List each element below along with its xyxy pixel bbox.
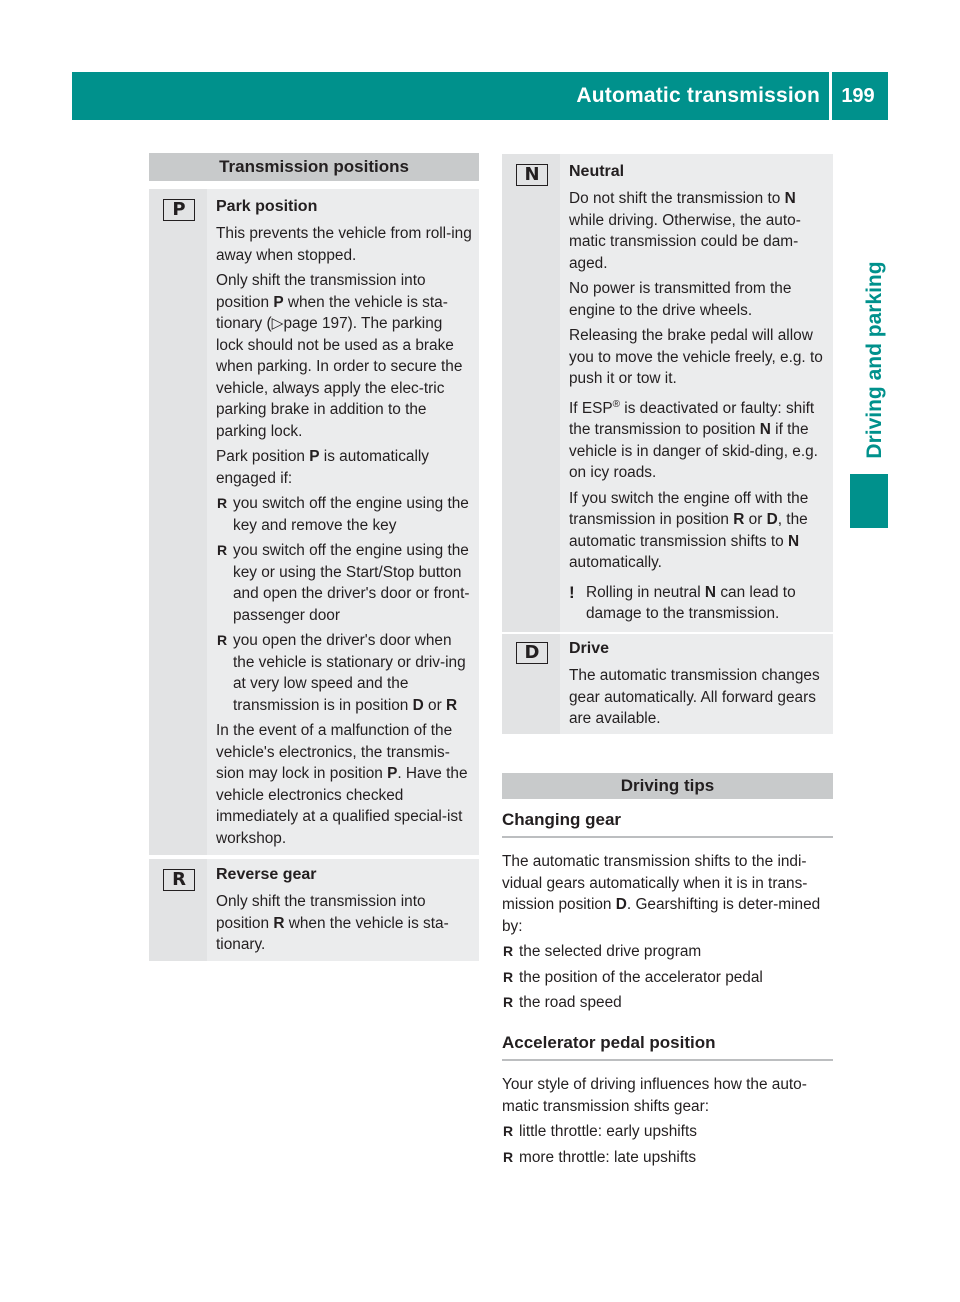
neutral-description [569, 161, 827, 625]
text-run-bold: D [615, 896, 627, 913]
section-title: Automatic transmission [576, 84, 820, 107]
text-run: Only shift the transmission into position [216, 893, 426, 932]
text-run: is automatically engaged if: [216, 448, 430, 487]
text-run: If ESP [569, 399, 613, 417]
chapter-tab [862, 250, 888, 470]
drive-title: Drive [569, 640, 610, 657]
accelerator-title: Accelerator pedal position [502, 1031, 833, 1061]
key-column [502, 154, 560, 632]
park-p2 [216, 270, 473, 442]
text-run: ). The parking lock should not be used as a brake when parking. In order to secure the vehicle, always apply the elec-tric parking brake in addition to the parking lock. [216, 315, 463, 440]
text-run-bold: N [787, 532, 800, 550]
text-run-bold: R [273, 914, 285, 932]
text-run-bold: D [766, 511, 778, 529]
text-run: Park position [216, 448, 310, 465]
park-position-icon: P [163, 199, 195, 221]
text-run-bold: N [704, 583, 717, 601]
key-column [502, 634, 560, 734]
text-run: Only shift the transmission into position [216, 272, 426, 311]
text-run-bold: R [446, 696, 458, 714]
warning-icon: ! [569, 582, 575, 602]
text-run: when the vehicle is sta-tionary ( [216, 293, 448, 332]
driving-tips-section [502, 773, 833, 799]
text-run: If you switch the engine off with the transmission in position [569, 489, 809, 529]
key-column [149, 189, 207, 855]
park-title: Park position [216, 198, 318, 215]
neutral-p5 [569, 488, 827, 574]
page-reference-link[interactable]: page 197 [283, 315, 348, 332]
drive-description [569, 638, 827, 734]
page-number: 199 [841, 85, 875, 107]
text-run-bold: P [387, 765, 398, 782]
table-row-park [149, 189, 479, 855]
neutral-title: Neutral [569, 163, 625, 180]
chapter-tab-marker [850, 474, 888, 528]
key-column [149, 859, 207, 961]
text-run: you open the driver's door when the vehicle is stationary or driv-ing at very low speed and the transmission is in position [233, 632, 466, 714]
text-run: Do not shift the transmission to [569, 190, 785, 207]
changing-gear-p1 [502, 851, 833, 937]
text-run: Rolling in neutral [586, 583, 705, 601]
list-item: R you switch off the engine using the key or using the Start/Stop button and open the driver's door or front-passenger door [216, 540, 473, 626]
text-run: The automatic transmission shifts to the indi-vidual gears automatically when it is in trans-mission position [502, 853, 808, 913]
header-separator [829, 72, 832, 120]
text-run: can lead to damage to the transmission. [586, 583, 796, 623]
text-run: is deactivated or faulty: shift the transmission to position [569, 399, 815, 439]
park-p3 [216, 446, 473, 489]
changing-gear-title: Changing gear [502, 808, 833, 838]
list-item: R the selected drive program [502, 941, 833, 963]
text-run-bold: R [733, 511, 745, 529]
text-run: . Have the vehicle electronics checked immediately at a qualified special-ist workshop. [216, 765, 468, 847]
reverse-p1 [216, 891, 473, 956]
text-run: . Gearshifting is deter-mined by: [502, 896, 821, 935]
text-run: , the automatic transmission shifts to [569, 511, 808, 550]
driving-tips-heading: Driving tips [502, 773, 833, 799]
reverse-gear-icon: R [163, 869, 195, 891]
text-run: automatically. [569, 554, 662, 572]
text-run-bold: N [784, 190, 796, 207]
neutral-p2: No power is transmitted from the engine to the drive wheels. [569, 280, 792, 319]
list-item: R more throttle: late upshifts [502, 1147, 833, 1169]
text-run: or [423, 696, 447, 714]
text-run: or [744, 511, 767, 529]
table-heading: Transmission positions [149, 153, 479, 181]
reverse-title: Reverse gear [216, 866, 317, 883]
changing-gear-body [502, 851, 833, 1014]
accelerator-p1: Your style of driving influences how the auto-matic transmission shifts gear: [502, 1076, 807, 1115]
page-ref-arrow-icon: ▷ [271, 315, 284, 332]
text-run: In the event of a malfunction of the vehicle's electronics, the transmis-sion may lock in position [216, 722, 453, 782]
warning-note [569, 582, 827, 625]
list-item: R the road speed [502, 992, 833, 1014]
page-header [72, 72, 888, 120]
list-item: R little throttle: early upshifts [502, 1121, 833, 1143]
accelerator-body [502, 1074, 833, 1168]
text-run-bold: N [759, 421, 771, 439]
list-item: R the position of the accelerator pedal [502, 967, 833, 989]
neutral-p4 [569, 394, 827, 484]
changing-gear-section [502, 808, 833, 1018]
neutral-position-icon: N [516, 164, 548, 186]
park-p1: This prevents the vehicle from roll-ing away when stopped. [216, 225, 472, 264]
table-row-neutral [502, 154, 833, 632]
chapter-tab-label: Driving and parking [863, 261, 886, 459]
text-run-bold: D [412, 696, 424, 714]
text-run: when the vehicle is sta-tionary. [216, 914, 449, 953]
park-p4 [216, 720, 473, 849]
accelerator-section [502, 1031, 833, 1172]
neutral-p1 [569, 188, 827, 274]
reverse-description [216, 864, 473, 960]
table-row-drive [502, 634, 833, 734]
text-run-bold: P [309, 448, 320, 465]
table-row-reverse [149, 859, 479, 961]
text-run-bold: P [273, 293, 284, 311]
registered-mark: ® [612, 398, 620, 410]
text-run: if the vehicle is in danger of skid-ding, e.g. on icy roads. [569, 421, 818, 482]
list-item [216, 630, 473, 716]
text-run: while driving. Otherwise, the auto-matic transmission could be dam-aged. [569, 211, 801, 272]
drive-p1: The automatic transmission changes gear automatically. All forward gears are available. [569, 667, 820, 727]
park-description [216, 196, 473, 853]
drive-position-icon: D [516, 642, 548, 664]
list-item: R you switch off the engine using the key and remove the key [216, 493, 473, 536]
neutral-p3: Releasing the brake pedal will allow you to move the vehicle freely, e.g. to push it or tow it. [569, 327, 823, 387]
